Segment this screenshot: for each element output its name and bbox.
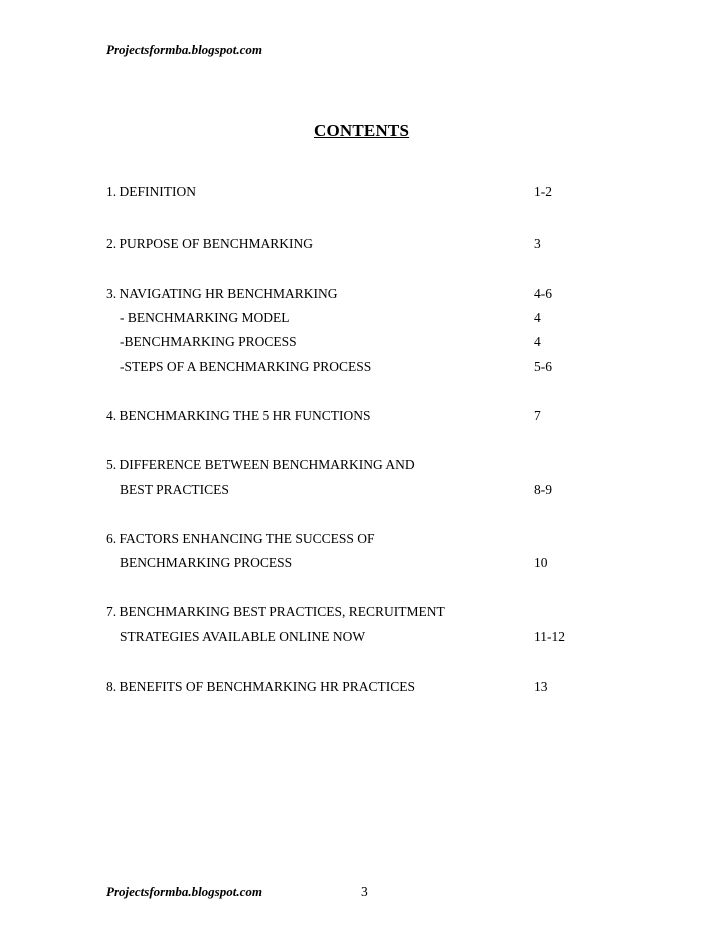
toc-page-model: 4	[534, 310, 541, 325]
toc-page-hr-functions: 7	[534, 408, 541, 423]
toc-page-navigating: 4-6	[534, 286, 552, 301]
toc-entry-purpose: 2. PURPOSE OF BENCHMARKING	[106, 236, 314, 251]
toc-page-definition: 1-2	[534, 184, 552, 199]
toc-page-difference: 8-9	[534, 482, 552, 497]
toc-page-factors: 10	[534, 555, 548, 570]
header-site-name: Projectsformba.blogspot.com	[106, 42, 262, 57]
toc-entry-hr-functions: 4. BENCHMARKING THE 5 HR FUNCTIONS	[106, 408, 371, 423]
toc-entry-best-practices-cont: STRATEGIES AVAILABLE ONLINE NOW	[120, 629, 366, 644]
toc-page-process: 4	[534, 334, 541, 349]
toc-entry-navigating: 3. NAVIGATING HR BENCHMARKING	[106, 286, 338, 301]
toc-subentry-model: - BENCHMARKING MODEL	[120, 310, 290, 325]
toc-subentry-process: -BENCHMARKING PROCESS	[120, 334, 297, 349]
toc-entry-difference: 5. DIFFERENCE BETWEEN BENCHMARKING AND	[106, 457, 415, 472]
contents-title: CONTENTS	[314, 121, 410, 140]
toc-subentry-steps: -STEPS OF A BENCHMARKING PROCESS	[120, 359, 372, 374]
footer-site-name: Projectsformba.blogspot.com	[106, 884, 262, 899]
toc-entry-factors-cont: BENCHMARKING PROCESS	[120, 555, 293, 570]
toc-page-steps: 5-6	[534, 359, 552, 374]
toc-entry-definition: 1. DEFINITION	[106, 184, 196, 199]
toc-entry-difference-cont: BEST PRACTICES	[120, 482, 229, 497]
toc-entry-benefits: 8. BENEFITS OF BENCHMARKING HR PRACTICES	[106, 679, 416, 694]
toc-entry-best-practices: 7. BENCHMARKING BEST PRACTICES, RECRUITMENT	[106, 604, 445, 619]
footer-page-number: 3	[361, 884, 368, 899]
toc-page-benefits: 13	[534, 679, 548, 694]
toc-page-best-practices: 11-12	[534, 629, 565, 644]
toc-entry-factors: 6. FACTORS ENHANCING THE SUCCESS OF	[106, 531, 375, 546]
toc-page-purpose: 3	[534, 236, 541, 251]
